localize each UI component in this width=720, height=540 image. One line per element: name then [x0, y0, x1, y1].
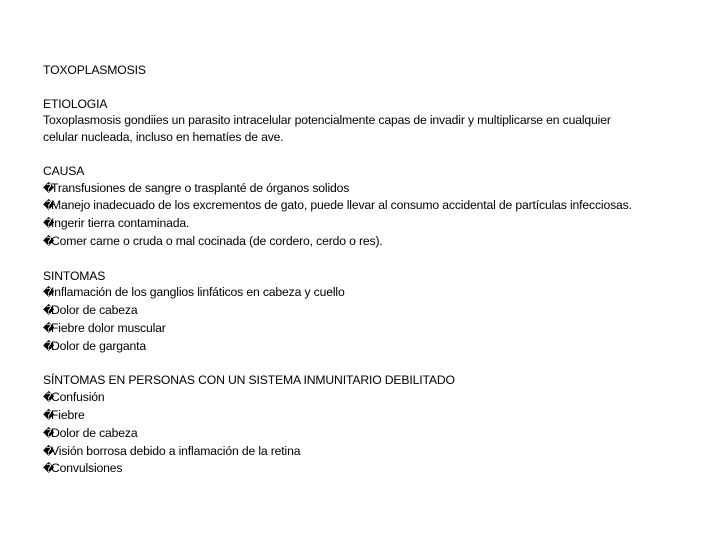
sintomas-item-text: Dolor de cabeza — [51, 303, 138, 318]
sintomas-inmuno-item-text: Fiebre — [51, 407, 85, 422]
document-title: TOXOPLASMOSIS — [43, 63, 146, 77]
sintomas-heading: SINTOMAS — [43, 268, 106, 283]
sintomas-inmuno-item-text: Convulsiones — [51, 461, 123, 476]
sintomas-inmuno-item-text: Visión borrosa debido a inflamación de la retina — [51, 443, 301, 458]
bullet-icon: � — [43, 340, 55, 353]
spacer — [43, 79, 703, 96]
sintomas-inmuno-list-item — [43, 407, 703, 425]
sintomas-inmuno-list-item — [43, 443, 703, 461]
sintomas-list-item — [43, 320, 703, 338]
bullet-icon: � — [43, 445, 55, 458]
sintomas-list-item — [43, 284, 703, 302]
causa-item-text: Comer carne o cruda o mal cocinada (de cordero, cerdo o res). — [51, 233, 383, 248]
sintomas-inmuno-list-item — [43, 460, 703, 478]
causa-heading: CAUSA — [43, 163, 85, 178]
bullet-icon: � — [43, 392, 55, 405]
causa-item-text: Ingerir tierra contaminada. — [51, 216, 190, 231]
causa-list-item — [43, 180, 703, 198]
bullet-icon: � — [43, 218, 55, 231]
spacer — [43, 356, 703, 373]
bullet-icon: � — [43, 322, 55, 335]
sintomas-list-item — [43, 302, 703, 320]
etiologia-text-line: celular nucleada, incluso en hematíes de ave. — [43, 130, 284, 145]
causa-list-item — [43, 233, 703, 251]
causa-item-text: Manejo inadecuado de los excrementos de gato, puede llevar al consumo accidental de partículas infecciosas. — [51, 198, 632, 213]
bullet-icon: � — [43, 305, 55, 318]
sintomas-item-text: Fiebre dolor muscular — [51, 320, 166, 335]
etiologia-text-line: Toxoplasmosis gondiies un parasito intracelular potencialmente capas de invadir y multiplicarse en cualquier — [43, 113, 611, 128]
bullet-icon: � — [43, 235, 55, 248]
bullet-icon: � — [43, 200, 55, 213]
spacer — [43, 251, 703, 268]
sintomas-inmuno-item-text: Confusión — [51, 390, 105, 405]
causa-list-item — [43, 215, 703, 233]
document-body — [43, 62, 703, 478]
sintomas-item-text: Dolor de garganta — [51, 338, 147, 353]
causa-list-item — [43, 197, 703, 215]
spacer — [43, 146, 703, 163]
bullet-icon: � — [43, 427, 55, 440]
sintomas-list-item — [43, 338, 703, 356]
etiologia-heading: ETIOLOGIA — [43, 96, 108, 111]
bullet-icon: � — [43, 409, 55, 422]
causa-item-text: Transfusiones de sangre o trasplanté de órganos solidos — [51, 180, 350, 195]
sintomas-inmuno-list-item — [43, 389, 703, 407]
bullet-icon: � — [43, 287, 55, 300]
bullet-icon: � — [43, 463, 55, 476]
sintomas-item-text: Inflamación de los ganglios linfáticos en cabeza y cuello — [51, 285, 345, 300]
sintomas-inmuno-item-text: Dolor de cabeza — [51, 425, 138, 440]
bullet-icon: � — [43, 182, 55, 195]
sintomas-inmuno-heading: SÍNTOMAS EN PERSONAS CON UN SISTEMA INMUNITARIO DEBILITADO — [43, 373, 455, 388]
sintomas-inmuno-list-item — [43, 425, 703, 443]
